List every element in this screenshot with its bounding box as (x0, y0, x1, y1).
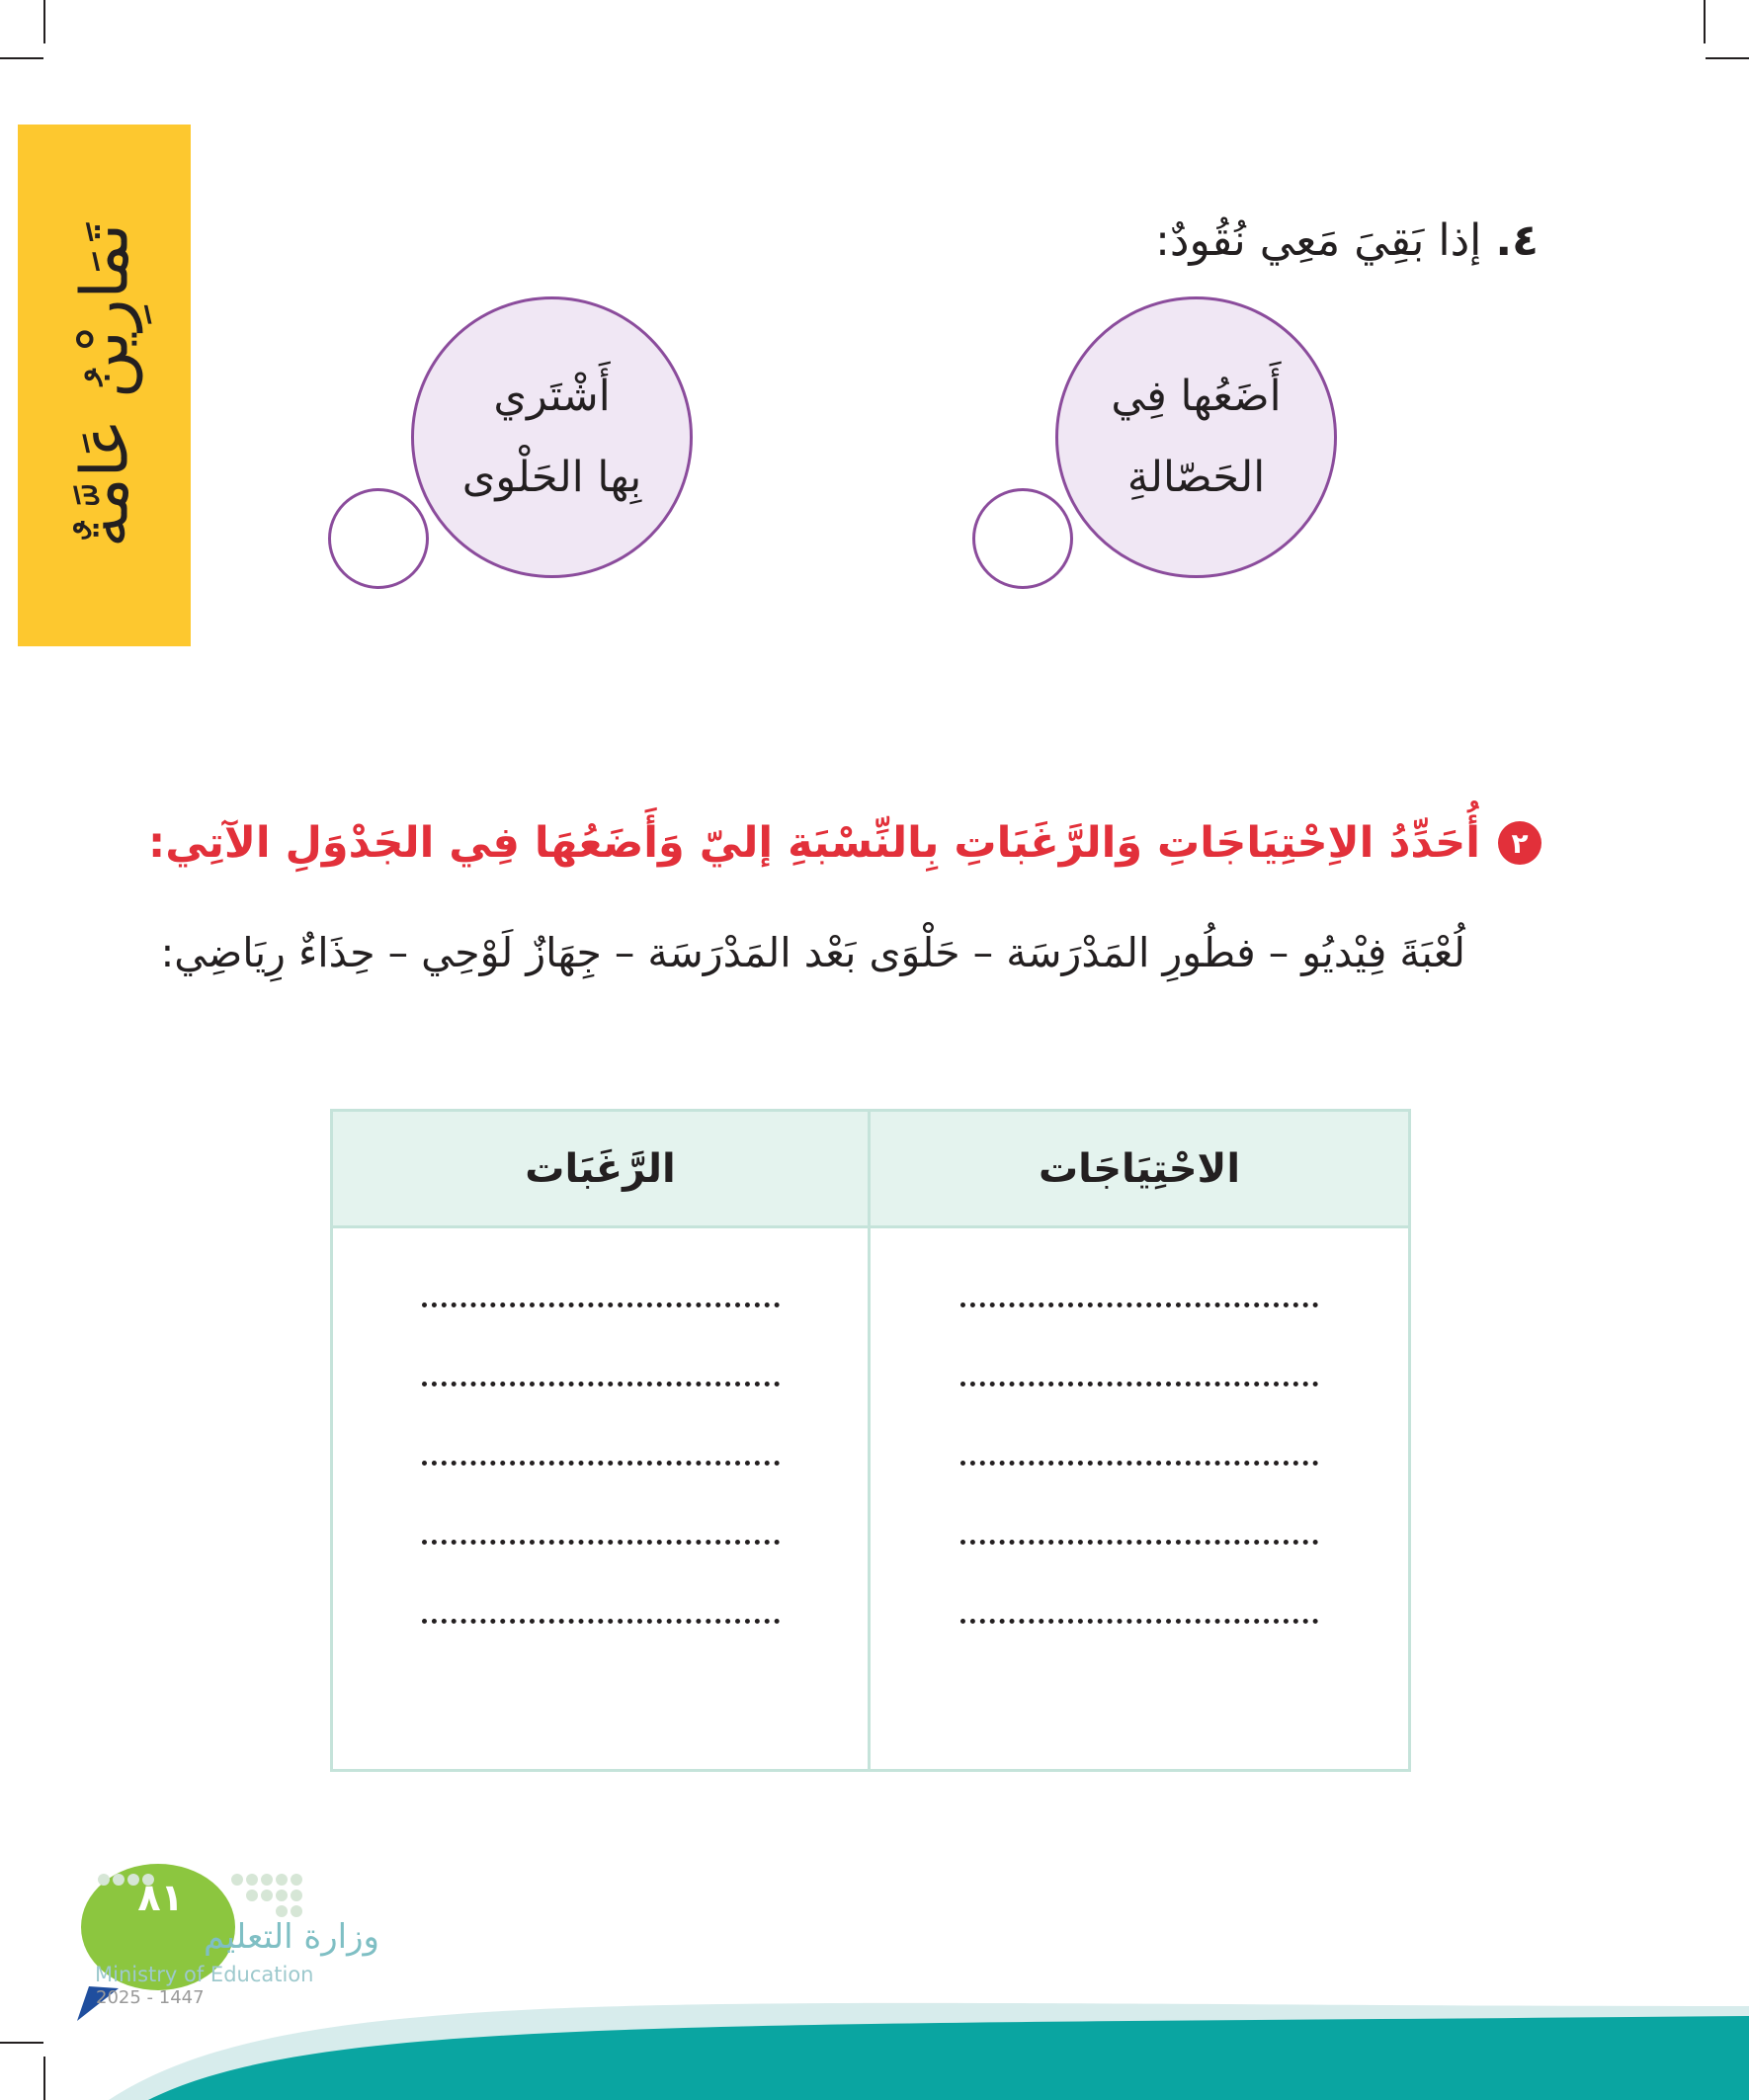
question-2-word-list: لُعْبَةَ فِيْديُو – فطُورِ المَدْرَسَة – حَلْوَى بَعْد المَدْرَسَة – جِهَازٌ لَوْحِي – حِذَاءٌ رِيَاضِي: (160, 929, 1465, 976)
crop-mark (1704, 0, 1706, 43)
answer-circle-save[interactable] (972, 488, 1073, 589)
answer-line[interactable] (422, 1602, 780, 1624)
answer-line[interactable] (960, 1286, 1318, 1307)
question-2-heading (148, 818, 1541, 868)
option-bubble-save (1055, 296, 1337, 578)
option-buy-line1: أَشْتَري (493, 371, 611, 421)
section-tab (18, 125, 191, 646)
needs-wants-table (330, 1109, 1411, 1772)
section-title: تَمَارِيْنُ عَامَّةٌ (66, 222, 142, 548)
needs-header: الاحْتِيَاجَات (871, 1112, 1408, 1228)
question-4-number: ٤. (1495, 215, 1539, 266)
question-4-text: إذا بَقِيَ مَعِي نُقُودٌ: (1155, 215, 1482, 266)
ministry-name-en: Ministry of Education (95, 1963, 314, 1986)
option-bubble-buy (411, 296, 693, 578)
page-number: ٨١ (137, 1876, 184, 1919)
wants-answer-lines (333, 1228, 868, 1624)
wants-header: الرَّغَبَات (333, 1112, 868, 1228)
answer-line[interactable] (422, 1444, 780, 1466)
crop-mark (1706, 57, 1749, 59)
ministry-name-ar: وزارة التعليم (204, 1917, 379, 1957)
answer-circle-buy[interactable] (328, 488, 429, 589)
edition-year: 2025 - 1447 (96, 1987, 205, 2008)
answer-line[interactable] (960, 1523, 1318, 1545)
option-save-line2: الحَصّالةِ (1126, 452, 1266, 502)
answer-line[interactable] (422, 1286, 780, 1307)
answer-line[interactable] (960, 1365, 1318, 1386)
crop-mark (0, 57, 43, 59)
question-4 (1155, 215, 1539, 266)
crop-mark (43, 0, 45, 43)
needs-column (871, 1112, 1408, 1769)
answer-line[interactable] (422, 1365, 780, 1386)
needs-answer-lines (871, 1228, 1408, 1624)
wants-column (333, 1112, 871, 1769)
answer-line[interactable] (422, 1523, 780, 1545)
answer-line[interactable] (960, 1602, 1318, 1624)
option-save-line1: أَضَعُها فِي (1111, 371, 1282, 421)
question-2-title: أُحَدِّدُ الاِحْتِيَاجَاتِ وَالرَّغَبَاتِ بِالنِّسْبَةِ إليّ وَأَضَعُهَا فِي الجَدْوَلِ الآتِي: (148, 818, 1480, 868)
question-2-number: ٢ (1498, 821, 1541, 865)
answer-line[interactable] (960, 1444, 1318, 1466)
option-buy-line2: بِها الحَلْوى (461, 452, 642, 502)
